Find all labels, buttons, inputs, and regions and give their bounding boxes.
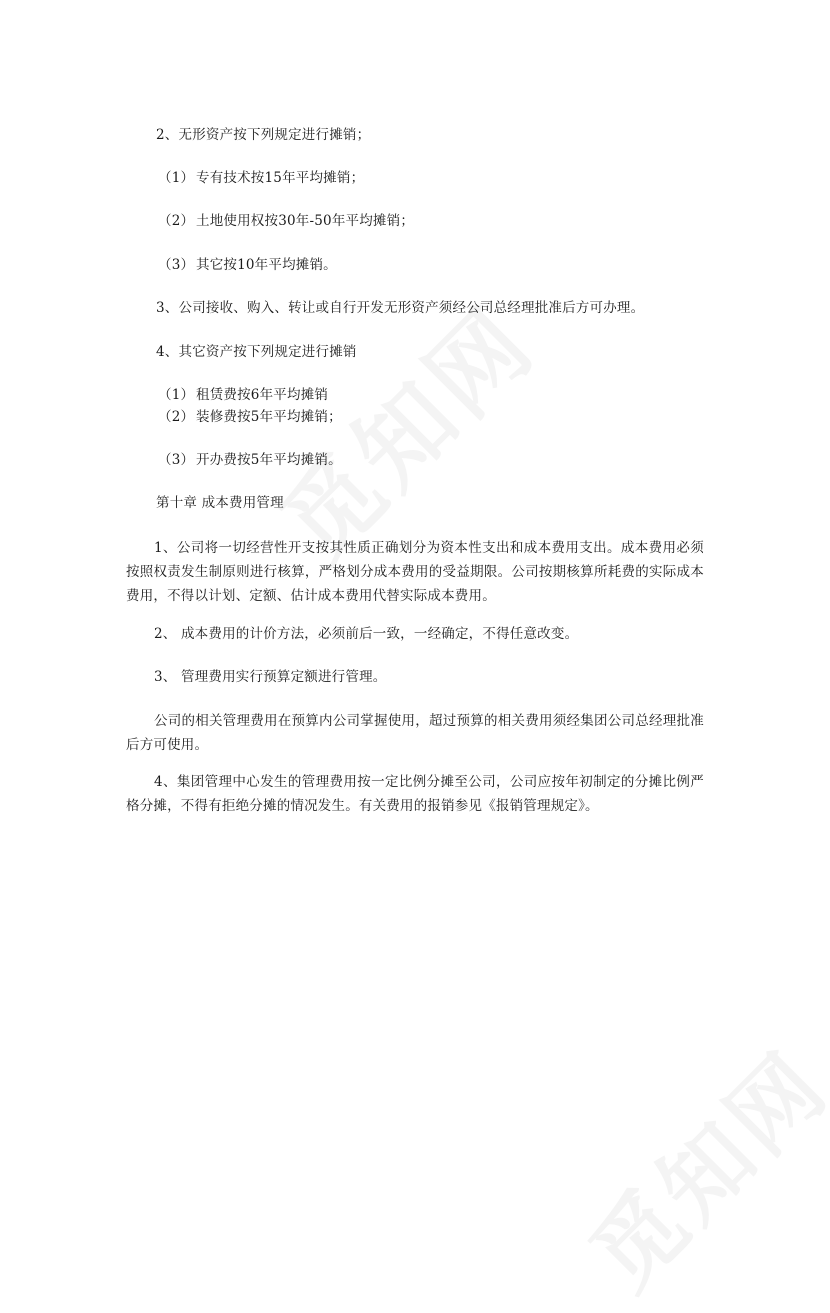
item-text: 专有技术按15年平均摊销； bbox=[196, 170, 365, 186]
paragraph-3: 3、 管理费用实行预算定额进行管理。 bbox=[154, 669, 387, 685]
paragraph-1: 1、公司将一切经营性开支按其性质正确划分为资本性支出和成本费用支出。成本费用必须按照权责发生制原则进行核算，严格划分成本费用的受益期限。公司按期核算所耗费的实际成本费用，不得以计划、定额、估计成本费用代替实际成本费用。 bbox=[126, 540, 704, 604]
intangible-item-1 bbox=[158, 170, 364, 186]
item-text: 租赁费按6年平均摊销 bbox=[196, 387, 329, 403]
other-item-1 bbox=[158, 387, 328, 403]
item-number: （3） bbox=[158, 257, 195, 273]
intangible-item-2 bbox=[158, 213, 414, 229]
intangible-item-3 bbox=[158, 257, 337, 273]
paragraph-4: 公司的相关管理费用在预算内公司掌握使用，超过预算的相关费用须经集团公司总经理批准后方可使用。 bbox=[126, 713, 704, 753]
paragraph-2: 2、 成本费用的计价方法，必须前后一致，一经确定，不得任意改变。 bbox=[154, 626, 579, 642]
watermark-bottom bbox=[556, 1017, 830, 1313]
approval-clause: 3、公司接收、购入、转让或自行开发无形资产须经公司总经理批准后方可办理。 bbox=[156, 300, 645, 316]
other-assets-heading: 4、其它资产按下列规定进行摊销 bbox=[156, 344, 357, 360]
item-text: 装修费按5年平均摊销； bbox=[196, 409, 342, 425]
paragraph-5: 4、集团管理中心发生的管理费用按一定比例分摊至公司，公司应按年初制定的分摊比例严格分摊，不得有拒绝分摊的情况发生。有关费用的报销参见《报销管理规定》。 bbox=[126, 774, 704, 814]
other-item-2 bbox=[158, 409, 342, 425]
item-number: （1） bbox=[158, 387, 195, 403]
other-item-3 bbox=[158, 452, 342, 468]
chapter-title: 第十章 成本费用管理 bbox=[156, 495, 284, 511]
item-number: （2） bbox=[158, 409, 195, 425]
item-number: （2） bbox=[158, 213, 195, 229]
item-number: （3） bbox=[158, 452, 195, 468]
item-text: 土地使用权按30年-50年平均摊销； bbox=[196, 213, 415, 229]
intangible-heading: 2、无形资产按下列规定进行摊销； bbox=[156, 127, 371, 143]
item-text: 开办费按5年平均摊销。 bbox=[196, 452, 342, 468]
item-number: （1） bbox=[158, 170, 195, 186]
item-text: 其它按10年平均摊销。 bbox=[196, 257, 337, 273]
